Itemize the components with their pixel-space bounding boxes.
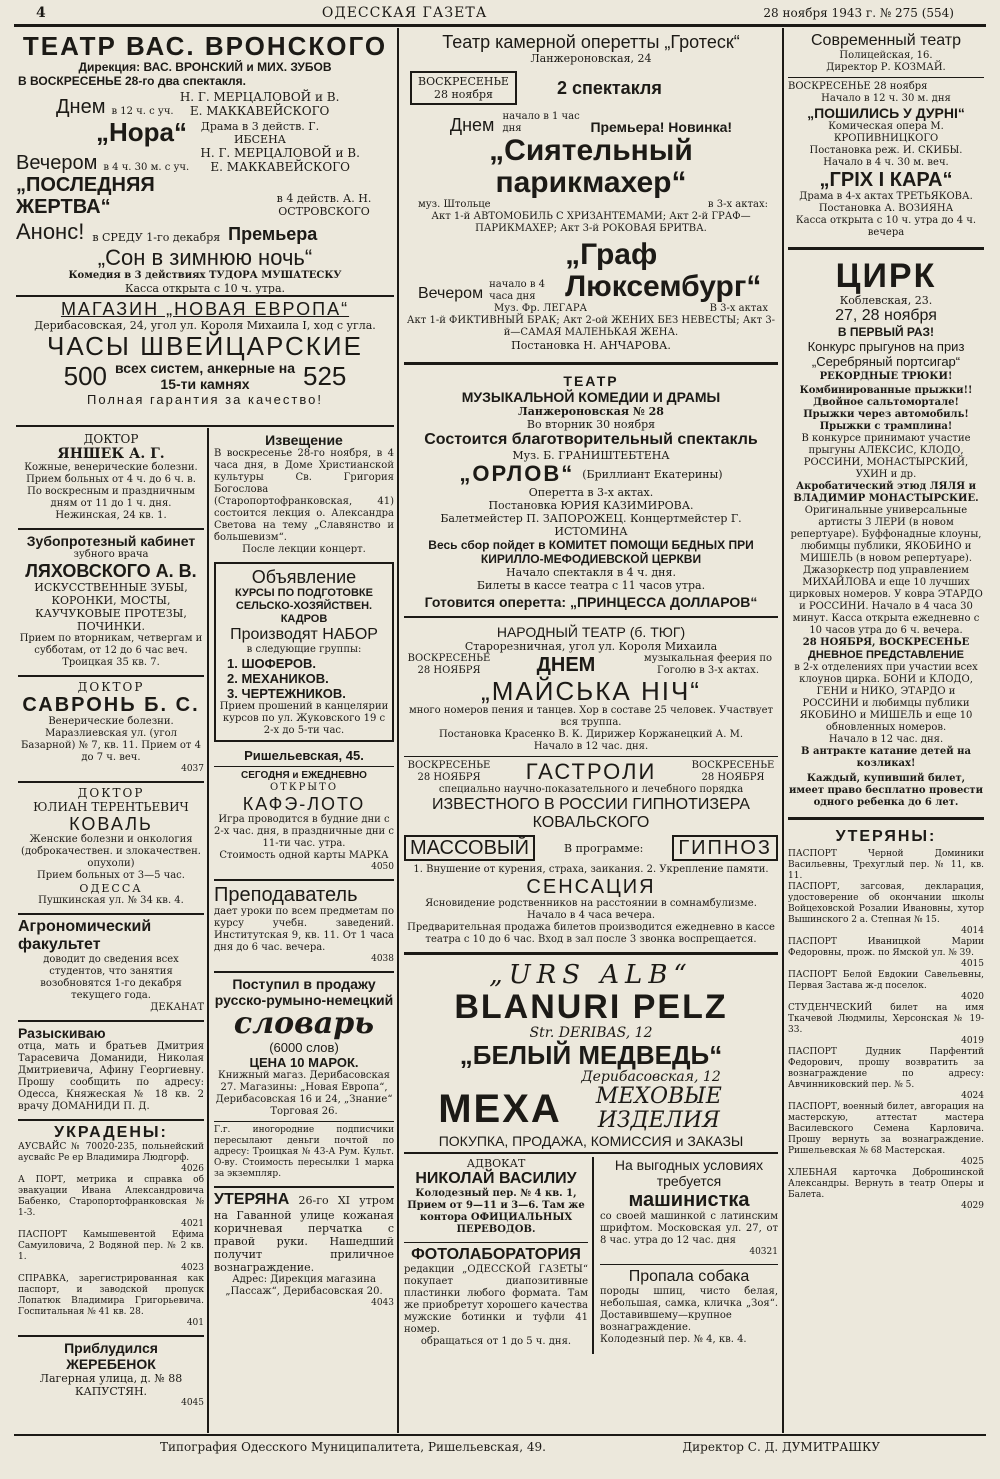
- lost-glove-address: Адрес: Дирекция магазина „Пассаж“, Дерибасовская 20.: [225, 1274, 383, 1297]
- lawyer-ad: [404, 1157, 588, 1236]
- courses-title: Объявление: [251, 567, 357, 587]
- savron-spec: Венерические болезни.: [48, 716, 174, 727]
- dental-address: Троицкая 35 кв. 7.: [62, 657, 160, 668]
- vronsky-day-time: в 12 ч. с уч.: [111, 106, 174, 117]
- grotesk-ad: [404, 32, 778, 352]
- koval-first-name: ЮЛИАН ТЕРЕНТЬЕВИЧ: [33, 800, 189, 814]
- teacher-ad-number: 4038: [371, 954, 394, 964]
- narodny-start: Начало в 12 час. дня.: [533, 741, 649, 752]
- shop-address: Дерибасовская, 24, угол ул. Короля Михаила I, ход с угла.: [34, 319, 376, 332]
- vronsky-title: ТЕАТР ВАС. ВРОНСКОГО: [22, 32, 388, 61]
- footer-printer: Типография Одесского Муниципалитета, Ришельевская, 49.: [160, 1440, 546, 1454]
- lawyer-name: НИКОЛАЙ ВАСИЛИУ: [415, 1170, 577, 1187]
- list-item: [788, 937, 984, 970]
- modern-address: Полицейская, 16.: [839, 50, 933, 61]
- circus-more: Оригинальные универсальные артисты 3 ЛЕРИ (в новом репертуаре). Буффонадные клоуны, любимцы публики, ЯКОБИНО и МИШЕЛЬ (в новом репертуаре). Джазоркестр под управлением МИХАЙЛОВА и еще 10 лучших цирковых номеров. У ковра ЭТАРДО и РОССИНИ. Начало в 4 часа 30 минут. Касса открыта ежедневно с 10 часов утра до 6 ч. вечера.: [789, 505, 983, 636]
- dental-hours: Прием по вторникам, четвергам и субботам, от 12 до 6 час веч.: [19, 633, 203, 656]
- list-item: [788, 970, 984, 1003]
- fur-title-romanian: BLANURI PELZ: [454, 988, 728, 1026]
- dictionary-ad: [214, 976, 394, 1180]
- vronsky-announce-date: в СРЕДУ 1-го декабря: [92, 231, 221, 244]
- stallion-ad-number: 4045: [181, 1398, 204, 1408]
- grotesk-music-1: муз. Штольце: [418, 199, 491, 210]
- lawyer-text: Колодезный пер. № 4 кв. 1, Прием от 9—11 и 3—6. Там же контора ОФИЦИАЛЬНЫХ ПЕРЕВОДОВ.: [407, 1188, 585, 1235]
- grotesk-acts-2-text: Акт 1-й ФИКТИВНЫЙ БРАК; Акт 2-ой ЖЕНИХ БЕЗ НЕВЕСТЫ; Акт 3-й—САМАЯ МАЛЕНЬКАЯ ЖЕНА.: [406, 315, 776, 338]
- dict-head: Поступил в продажу: [232, 976, 376, 992]
- yanshek-name: ЯНШЕК А. Г.: [57, 446, 165, 462]
- newspaper-title: ОДЕССКАЯ ГАЗЕТА: [321, 5, 488, 21]
- grotesk-acts-2: В 3-х актах: [709, 303, 768, 314]
- lost-list: [788, 849, 984, 1212]
- grotesk-title: Театр камерной оперетты „Гротеск“: [442, 32, 740, 52]
- modern-start-1: Начало в 12 ч. 30 м. дня: [821, 93, 951, 104]
- vronsky-play-nora-note: Драма в 3 действ. Г. ИБСЕНА: [200, 120, 320, 146]
- narodny-title: НАРОДНЫЙ ТЕАТР (б. ТЮГ): [496, 624, 686, 640]
- narodny-address: Старорезничная, угол ул. Короля Михаила: [464, 640, 718, 653]
- musical-play: „ОРЛОВ“: [459, 461, 575, 486]
- shop-price-2: 525: [303, 361, 347, 391]
- modern-title: Современный театр: [810, 32, 962, 49]
- yanshek-ad: [18, 432, 204, 522]
- page-footer: [160, 1440, 880, 1458]
- modern-when: ВОСКРЕСЕНЬЕ 28 ноября: [788, 81, 928, 92]
- courses-action: Производят НАБОР: [230, 626, 378, 643]
- lost-item-text: ХЛЕБНАЯ карточка Доброшинской Александры. Вернуть в театр Оперы и Балета.: [788, 1168, 984, 1200]
- lost-item-number: 4029: [961, 1201, 984, 1211]
- dict-title: словарь: [233, 1006, 375, 1041]
- header-rule: [14, 24, 986, 27]
- dog-address: Колодезный пер. № 4, кв. 4.: [600, 1334, 747, 1345]
- courses-groups-label: в следующие группы:: [246, 644, 362, 655]
- hypno-sub: специально научно-показательного и лечебного порядка: [438, 784, 744, 795]
- vronsky-day-cast: Н. Г. МЕРЦАЛОВОЙ и В. Е. МАККАВЕЙСКОГО: [179, 90, 340, 118]
- hypno-date-left: ВОСКРЕСЕНЬЕ 28 НОЯБРЯ: [407, 760, 491, 783]
- circus-day-show: ДНЕВНОЕ ПРЕДСТАВЛЕНИЕ: [808, 649, 964, 661]
- vronsky-play-nora: „Нора“: [96, 117, 187, 147]
- lost-item-text: ПАСПОРТ Черной Доминики Васильевны, Трехуглый пер. № 11, кв. 11.: [788, 849, 984, 881]
- shop-guarantee: Полная гарантия за качество!: [87, 392, 323, 407]
- lost-item-text: ПАСПОРТ Иваницкой Марии Федоровны, прож. по Ямской ул. № 39.: [788, 937, 984, 958]
- lost-title: УТЕРЯНЫ:: [835, 828, 937, 845]
- list-item: [18, 1230, 204, 1274]
- agro-title: Агрономический факультет: [18, 918, 152, 953]
- koval-text: Женские болезни и онкология (доброкачествен. и злокачествен. опухоли): [21, 834, 201, 869]
- lost-item-number: 4015: [961, 959, 984, 969]
- lost-documents: [788, 828, 984, 1212]
- musical-genre: Оперетта в 3-х актах.: [528, 486, 654, 499]
- cafe-line-2: ОТКРЫТО: [269, 782, 339, 793]
- dental-ad: [18, 533, 204, 669]
- divider: [16, 295, 394, 297]
- column-4-ads: [788, 32, 984, 1434]
- notice-title: Извещение: [265, 432, 343, 448]
- circus-day-start: Начало в 12 час. дня.: [828, 734, 944, 745]
- circus-ad: [788, 258, 984, 809]
- musical-title: МУЗЫКАЛЬНОЙ КОМЕДИИ И ДРАМЫ: [461, 389, 721, 405]
- issue-date: 28 ноября 1943 г. № 275 (554): [763, 6, 954, 20]
- lost-item-number: 4020: [961, 992, 984, 1002]
- hypno-name: ИЗВЕСТНОГО В РОССИИ ГИПНОТИЗЕРА КОВАЛЬСКОГО: [432, 796, 750, 831]
- stolen-ads: [18, 1124, 204, 1329]
- modern-director-1: Постановка реж. И. СКИБЫ.: [809, 145, 963, 156]
- list-item: [788, 1102, 984, 1168]
- lost-glove-ad-number: 4043: [371, 1298, 394, 1308]
- cafe-text: Игра проводится в будние дни с 2-х час. дня, в праздничные дни с 11-ти час. утра.: [214, 814, 394, 849]
- circus-contest: Конкурс прыгунов на приз „Серебряный портсигар“: [807, 339, 965, 369]
- dict-text: Книжный магаз. Дерибасовская 27. Магазины: „Новая Европа“, Дерибасовская 16 и 24, „Знание“ Торговая 26.: [215, 1070, 393, 1117]
- fur-street: Str. DERIBAS, 12: [529, 1025, 653, 1041]
- typist-ad-number: 40321: [749, 1247, 778, 1257]
- shop-headline: ЧАСЫ ШВЕЙЦАРСКИЕ: [47, 331, 363, 361]
- hypno-program-label: В программе:: [564, 841, 644, 855]
- vronsky-play-last-victim-note: в 4 действ. А. Н. ОСТРОВСКОГО: [276, 192, 372, 218]
- column-rule-1: [397, 28, 399, 1433]
- hypno-clairvoyance: Ясновидение родственников на расстоянии в сомнамбулизме.: [425, 898, 757, 909]
- stallion-ad: [18, 1340, 204, 1409]
- yanshek-text: Кожные, венерические болезни. Прием больных от 4 ч. до 6 ч. в. По воскресным и праздничным дням от 11 до 1 ч. дня.: [24, 462, 198, 509]
- vronsky-play-winter-note: Комедия в 3 действиях ТУДОРА МУШАТЕСКУ: [68, 270, 342, 281]
- grotesk-play-luxembourg: „Граф Люксембург“: [565, 238, 762, 303]
- savron-ad-number: 4037: [181, 764, 204, 774]
- musical-composer: Муз. Б. ГРАНИШТЕБТЕНА: [512, 449, 670, 462]
- fur-address: Дерибасовская, 12: [581, 1069, 721, 1085]
- grotesk-acts-1-text: Акт 1-й АВТОМОБИЛЬ С ХРИЗАНТЕМАМИ; Акт 2-й ГРАФ—ПАРИКМАХЕР; Акт 3-й РОКОВАЯ БРИТВА.: [431, 211, 751, 234]
- lawyer-label: АДВОКАТ: [466, 1157, 526, 1170]
- narodny-day: ДНЕМ: [536, 654, 596, 676]
- koval-ad: [18, 786, 204, 907]
- lost-item-number: 4019: [961, 1036, 984, 1046]
- hypno-start: Начало в 4 часа вечера.: [526, 910, 656, 921]
- musical-play-note: (Бриллиант Екатерины): [582, 467, 723, 481]
- notice-after: После лекции концерт.: [242, 544, 366, 555]
- cafe-line-1: СЕГОДНЯ и ЕЖЕДНЕВНО: [241, 770, 367, 781]
- list-item: [788, 1168, 984, 1212]
- musical-label: ТЕАТР: [563, 373, 619, 389]
- circus-free-child: Каждый, купивший билет, имеет право бесплатно провести одного ребенка до 6 лет.: [788, 773, 984, 808]
- footer-rule: [14, 1434, 986, 1436]
- typist-ad: [600, 1157, 778, 1258]
- modern-genre-1: Комическая опера М. КРОПИВНИЦКОГО: [828, 121, 944, 144]
- hypno-date-right: ВОСКРЕСЕНЬЕ 28 НОЯБРЯ: [691, 760, 775, 783]
- search-family-ad: [18, 1025, 204, 1113]
- teacher-text: дает уроки по всем предметам по курсу учебн. заведений. Институтская 9, кв. 11. От 1 часа дня до 6 час. вечера.: [214, 906, 394, 953]
- vronsky-evening-cast: Н. Г. МЕРЦАЛОВОЙ и В. Е. МАККАВЕЙСКОГО: [200, 146, 360, 174]
- savron-label: ДОКТОР: [77, 680, 145, 694]
- stolen-item-text: ПАСПОРТ Камышевентой Ефима Самуиловича, 2 Водяной пер. № 2 кв. 1.: [18, 1230, 204, 1262]
- notice-ad: [214, 432, 394, 556]
- savron-ad: [18, 680, 204, 775]
- list-item: [788, 882, 984, 937]
- agro-text: доводит до сведения всех студентов, что занятия возобновятся 1-го декабря текущего года.: [40, 954, 182, 1001]
- yanshek-address: Нежинская, 24 кв. 1.: [55, 510, 167, 521]
- vronsky-theatre-ad: [16, 32, 394, 294]
- divider: [16, 425, 394, 427]
- lost-glove-text: 26-го XI утром на Гаванной улице кожаная коричневая перчатка с правой руки. Нашедший получит приличное вознаграждение.: [214, 1194, 394, 1274]
- vronsky-play-winter-dream: „Сон в зимнюю ночь“: [97, 245, 313, 270]
- grotesk-day-time: начало в 1 час дня: [502, 111, 580, 134]
- modern-director-2: Постановка А. ВОЗИЯНА: [818, 203, 954, 214]
- typist-head: На выгодных условиях требуется: [614, 1157, 764, 1189]
- vronsky-evening-label: Вечером: [16, 152, 98, 174]
- column-3-ads: [404, 32, 778, 1434]
- vronsky-announce: Анонс!: [16, 219, 85, 244]
- grotesk-count: 2 спектакля: [556, 78, 662, 98]
- koval-label: ДОКТОР: [77, 786, 145, 800]
- vronsky-evening-time: в 4 ч. 30 м. с уч.: [103, 162, 190, 173]
- dental-sub: зубного врача: [73, 549, 149, 560]
- cafe-address: Ришельевская, 45.: [244, 748, 364, 763]
- fur-title-russian: „БЕЛЫЙ МЕДВЕДЬ“: [459, 1040, 723, 1070]
- lost-item-number: 4014: [961, 926, 984, 936]
- circus-records: РЕКОРДНЫЕ ТРЮКИ!: [819, 371, 953, 382]
- list-item: [18, 1142, 204, 1175]
- grotesk-premiere: Премьера! Новинка!: [590, 119, 733, 135]
- hypnotist-ad: [404, 760, 778, 946]
- stolen-item-number: 4021: [181, 1219, 204, 1229]
- shop-price-1: 500: [63, 361, 107, 391]
- lost-item-number: 4024: [961, 1091, 984, 1101]
- modern-genre-2: Драма в 4-х актах ТРЕТЬЯКОВА.: [799, 191, 973, 202]
- vronsky-direction: Дирекция: ВАС. ВРОНСКИЙ и МИХ. ЗУБОВ: [78, 60, 332, 74]
- hypno-sale: Предварительная продажа билетов производится ежедневно в кассе театра с 10 до 6 час. Вход в зал после 3 звонка воспрещается.: [407, 922, 775, 945]
- hypno-title: ГАСТРОЛИ: [525, 759, 657, 784]
- fur-shop-ad: [404, 961, 778, 1149]
- grotesk-acts-1: в 3-х актах:: [707, 199, 768, 210]
- musical-when: Во вторник 30 ноября: [526, 418, 656, 431]
- cafe-ad-number: 4050: [371, 862, 394, 872]
- teacher-ad: [214, 884, 394, 965]
- grotesk-day-label: Днем: [449, 115, 495, 135]
- lost-glove-ad: [214, 1191, 394, 1309]
- lost-item-text: ПАСПОРТ Белой Евдокии Савельевны, Первая Застава ж-д поселок.: [788, 970, 984, 991]
- circus-acro: Акробатический этюд ЛЯЛЯ и ВЛАДИМИР МОНАСТЫРСКИЕ.: [793, 481, 979, 504]
- circus-goats: В антракте катание детей на козликах!: [801, 746, 971, 769]
- yanshek-label: ДОКТОР: [83, 432, 139, 446]
- grotesk-music-2: Муз. Фр. ЛЕГАРА: [494, 303, 588, 314]
- lost-glove-title: УТЕРЯНА: [214, 1191, 290, 1208]
- narodny-date: ВОСКРЕСЕНЬЕ 28 НОЯБРЯ: [407, 653, 491, 676]
- agro-faculty-ad: [18, 918, 204, 1014]
- dog-title: Пропала собака: [628, 1268, 750, 1285]
- courses-ad: [214, 562, 394, 742]
- grotesk-evening-label: Вечером: [418, 285, 484, 302]
- narodny-text: много номеров пения и танцев. Хор в составе 25 человек. Участвует вся труппа.: [408, 705, 774, 728]
- cafe-price: Стоимость одной карты МАРКА: [219, 850, 389, 861]
- lost-item-text: ПАСПОРТ Дудник Парфентий Федорович, прошу возвратить за вознаграждение по адресу: Авчинниковский пер. № 5.: [788, 1047, 984, 1090]
- vronsky-cash-hours: Касса открыта с 10 ч. утра.: [124, 282, 286, 294]
- koval-city: ОДЕССА: [79, 882, 143, 895]
- grotesk-evening-time: начало в 4 часа дня: [489, 279, 546, 302]
- fur-products: МЕХОВЫЕ ИЗДЕЛИЯ: [595, 1084, 722, 1133]
- photo-title: ФОТОЛАБОРАТОРИЯ: [411, 1246, 581, 1263]
- grotesk-address: Ланжероновская, 24: [530, 52, 652, 65]
- column-1-ads: [18, 432, 204, 1434]
- notice-text: В воскресенье 28-го ноября, в 4 часа дня, в Доме Христианской культуры Св. Григория Богослова (Старопортофранковская, 41) состоится лекция о. Александра Светова на тему „Славянство и большевизм“.: [214, 448, 394, 543]
- vronsky-play-last-victim: „ПОСЛЕДНЯЯ ЖЕРТВА“: [16, 174, 155, 218]
- musical-tickets: Билеты в кассе театра с 11 часов утра.: [476, 579, 706, 592]
- grotesk-date-box: [410, 71, 517, 105]
- lost-item-number: 4025: [961, 1157, 984, 1167]
- shop-title: МАГАЗИН „НОВАЯ ЕВРОПА“: [60, 299, 350, 319]
- teacher-title: Преподаватель: [214, 884, 358, 906]
- courses-list: [219, 656, 389, 701]
- lost-dog-ad: [600, 1268, 778, 1346]
- hypno-items: 1. Внушение от курения, страха, заикания. 2. Укрепление памяти.: [413, 864, 769, 875]
- page-number: 4: [36, 5, 46, 21]
- modern-director: Директор Р. КОЗМАЙ.: [826, 62, 946, 73]
- stolen-item-number: 401: [186, 1318, 204, 1328]
- hypno-box-hypnosis: ГИПНОЗ: [672, 835, 778, 861]
- musical-ballet: Балетмейстер П. ЗАПОРОЖЕЦ. Концертмейстер Г. ИСТОМИНА: [440, 512, 742, 538]
- circus-dates: 27, 28 ноября: [835, 307, 937, 324]
- typist-text: со своей машинкой с латинским шрифтом. Московская ул. 27, от 8 час. утра до 12 час. дня: [600, 1211, 778, 1246]
- stolen-item-number: 4026: [181, 1164, 204, 1174]
- circus-tricks: Комбинированные прыжки!! Двойное сальтомортале! Прыжки через автомобиль! Прыжки с трамплина!: [799, 385, 973, 432]
- courses-text: Прием прошений в канцелярии курсов по ул. Жуковского 19 с 2-х до 5-ти час.: [219, 701, 389, 736]
- stallion-address: Лагерная улица, д. № 88: [39, 1372, 183, 1385]
- list-item: [788, 1003, 984, 1047]
- modern-play-1: „ПОШИЛИСЬ У ДУРНІ“: [807, 105, 965, 121]
- dict-words: (6000 слов): [269, 1040, 339, 1055]
- stolen-list: [18, 1142, 204, 1329]
- musical-address: Ланжероновская № 28: [518, 405, 664, 418]
- modern-play-2: „ГРІХ І КАРА“: [819, 169, 953, 191]
- lost-item-text: ПАСПОРТ, загсовая, декларация, удостоверение об окончании школы Войцеховской Розалии Ивановны, хутор Вышинского 2 а. Степная № 15.: [788, 882, 984, 925]
- fur-services: ПОКУПКА, ПРОДАЖА, КОМИССИЯ и ЗАКАЗЫ: [438, 1133, 744, 1149]
- stallion-name: КАПУСТЯН.: [74, 1385, 148, 1398]
- circus-day-text: в 2-х отделениях при участии всех клоунов цирка. БОНИ и КЛОДО, ГЕНИ и НИКО, ЭТАРДО и РОССИНИ и любимцы публики ЯКОБИНО и МИШЕЛЬ и еще 10 обновленных номеров.: [794, 662, 978, 733]
- musical-charity: Весь сбор пойдет в КОМИТЕТ ПОМОЩИ БЕДНЫХ ПРИ КИРИЛЛО-МЕФОДИЕВСКОЙ ЦЕРКВИ: [428, 538, 754, 566]
- footer-director: Директор С. Д. ДУМИТРАШКУ: [682, 1440, 880, 1454]
- stolen-item-text: СПРАВКА, зарегистрированная как паспорт, и заводской пропуск Лопатюк Владимира Григорьевича. Госпитальная № 41 кв. 28.: [18, 1274, 204, 1317]
- stolen-item-text: АУСВАЙС № 70020-235, польнейский аусвайс Ре ер Владимира Людгорф.: [18, 1142, 204, 1163]
- dental-text: ИСКУССТВЕННЫЕ ЗУБЫ, КОРОНКИ, МОСТЫ, КАУЧУКОВЫЕ ПРОТЕЗЫ, ПОЧИНКИ.: [34, 581, 188, 633]
- modern-start-2: Начало в 4 ч. 30 м. веч.: [823, 157, 949, 168]
- circus-cast: В конкурсе принимают участие прыгуны АЛЕКСИС, КЛОДО, РОССИНИ, МОНАСТЫРСКИЙ, УХИН и др.: [801, 433, 971, 480]
- search-title: Разыскиваю: [18, 1025, 106, 1041]
- musical-theatre-ad: [404, 373, 778, 610]
- list-item: [18, 1175, 204, 1230]
- list-item: 1. ШОФЕРОВ.: [227, 656, 317, 671]
- savron-name: САВРОНЬ Б. С.: [22, 694, 200, 716]
- grotesk-play-hairdresser: „Сиятельный парикмахер“: [489, 134, 693, 199]
- narodny-genre: музыкальная феерия по Гоголю в 3-х актах.: [643, 653, 773, 676]
- hypno-box-mass: МАССОВЫЙ: [404, 835, 535, 861]
- koval-address: Пушкинская ул. № 34 кв. 4.: [38, 895, 184, 906]
- list-item: 3. ЧЕРТЕЖНИКОВ.: [227, 686, 346, 701]
- agro-signature: ДЕКАНАТ: [150, 1002, 204, 1013]
- dict-note: Г.г. иногородние подписчики пересылают деньги почтой по адресу: Троицкая № 43-А Рум. Культ. О-ву. Стоимость пересылки 1 марка за экземпляр.: [214, 1125, 394, 1179]
- list-item: [18, 1274, 204, 1329]
- koval-hours: Прием больных от 3—5 час.: [37, 870, 185, 881]
- typist-title: машинистка: [628, 1189, 750, 1211]
- musical-event: Состоится благотворительный спектакль: [424, 431, 758, 448]
- new-europe-shop-ad: [16, 299, 394, 423]
- stallion-title: Приблудился ЖЕРЕБЕНОК: [64, 1340, 158, 1372]
- dog-text: породы шпиц, чисто белая, небольшая, самка, кличка „Зоя“. Доставившему—крупное вознаграждение.: [600, 1286, 778, 1333]
- narodny-theatre-ad: [404, 624, 778, 753]
- page-header: [36, 4, 954, 22]
- grotesk-date: 28 ноября: [433, 88, 493, 101]
- hypno-sensation: СЕНСАЦИЯ: [526, 876, 656, 898]
- stolen-item-number: 4023: [181, 1263, 204, 1273]
- modern-theatre-ad: [788, 32, 984, 239]
- grotesk-sunday: ВОСКРЕСЕНЬЕ: [418, 75, 509, 88]
- narodny-staff: Постановка Красенко В. К. Дирижер Коржанецкий А. М.: [438, 729, 744, 740]
- vronsky-sunday: В ВОСКРЕСЕНЬЕ 28-го два спектакля.: [18, 74, 246, 88]
- cafe-loto-ad: [214, 748, 394, 873]
- savron-address: Маразлиевская ул. (угол Базарной) № 7, кв. 11. Прием от 4 до 7 ч. веч.: [21, 728, 201, 763]
- grotesk-director: Постановка Н. АНЧАРОВА.: [511, 339, 671, 352]
- dental-title: Зубопротезный кабинет: [26, 533, 196, 549]
- stolen-item-text: А ПОРТ, метрика и справка об эвакуации Ивана Александровича Бабенко, Старопортофранковская № 1-3.: [18, 1175, 204, 1218]
- photo-lab-ad: [404, 1246, 588, 1348]
- cafe-name: КАФЭ-ЛОТО: [242, 794, 366, 814]
- lost-item-text: ПАСПОРТ, военный билет, авгорация на мастерскую, аттестат мастера Василевского Семена Карловича. Прошу вернуть за вознаграждение. Ришельевская № 68 Мастерская.: [788, 1102, 984, 1156]
- column-rule-3: [207, 428, 209, 1433]
- courses-sub: КУРСЫ ПО ПОДГОТОВКЕ СЕЛЬСКО-ХОЗЯЙСТВЕН. КАДРОВ: [235, 587, 373, 625]
- narodny-play: „МАЙСЬКА НІЧ“: [481, 676, 701, 706]
- column-rule-2: [782, 28, 784, 1433]
- stolen-title: УКРАДЕНЫ:: [54, 1124, 168, 1141]
- column-2-ads: [214, 432, 394, 1434]
- shop-clock-desc: всех систем, анкерные на 15-ти камнях: [115, 360, 296, 392]
- vronsky-day-label: Днем: [56, 96, 106, 118]
- circus-sunday: 28 НОЯБРЯ, ВОСКРЕСЕНЬЕ: [802, 637, 970, 648]
- dict-sub: русско-румыно-немецкий: [214, 992, 394, 1008]
- list-item: [788, 849, 984, 882]
- musical-start: Начало спектакля в 4 ч. дня.: [506, 566, 676, 579]
- photo-text: редакции „ОДЕССКОЙ ГАЗЕТЫ“ покупает диапозитивные пластинки любого формата. Там же приобретут хорошего качества мужские ботинки и туфли 41 номер.: [404, 1264, 588, 1335]
- musical-director: Постановка ЮРИЯ КАЗИМИРОВА.: [488, 499, 694, 512]
- fur-big-word: МЕХА: [438, 1087, 562, 1131]
- list-item: 2. МЕХАНИКОВ.: [227, 671, 329, 686]
- list-item: [788, 1047, 984, 1102]
- search-text: отца, мать и братьев Дмитрия Тарасевича Доманиди, Николая Дмитриевича, Афину Георгиевну. Прошу сообщить по адресу: Одесса, Княжеская № 18 кв. 2 врачу ДОМАНИДИ П. Д.: [18, 1041, 204, 1112]
- fur-brand: „URS ALB“: [489, 960, 693, 990]
- circus-address: Коблевская, 23.: [839, 294, 933, 307]
- circus-title: ЦИРК: [835, 257, 937, 295]
- koval-name: КОВАЛЬ: [69, 814, 153, 834]
- dict-price: ЦЕНА 10 МАРОК.: [249, 1055, 359, 1070]
- modern-cash: Касса открыта с 10 ч. утра до 4 ч. вечера: [795, 215, 977, 238]
- musical-coming-soon: Готовится оперетта: „ПРИНЦЕССА ДОЛЛАРОВ“: [424, 594, 758, 610]
- vronsky-premiere: Премьера: [228, 224, 318, 244]
- dental-name: ЛЯХОВСКОГО А. В.: [25, 561, 197, 581]
- lost-item-text: СТУДЕНЧЕСКИЙ билет на имя Ткачевой Людмилы, Херсонская № 19-33.: [788, 1003, 984, 1035]
- circus-first-time: В ПЕРВЫЙ РАЗ!: [837, 325, 935, 339]
- photo-hours: обращаться от 1 до 5 ч. дня.: [420, 1336, 572, 1347]
